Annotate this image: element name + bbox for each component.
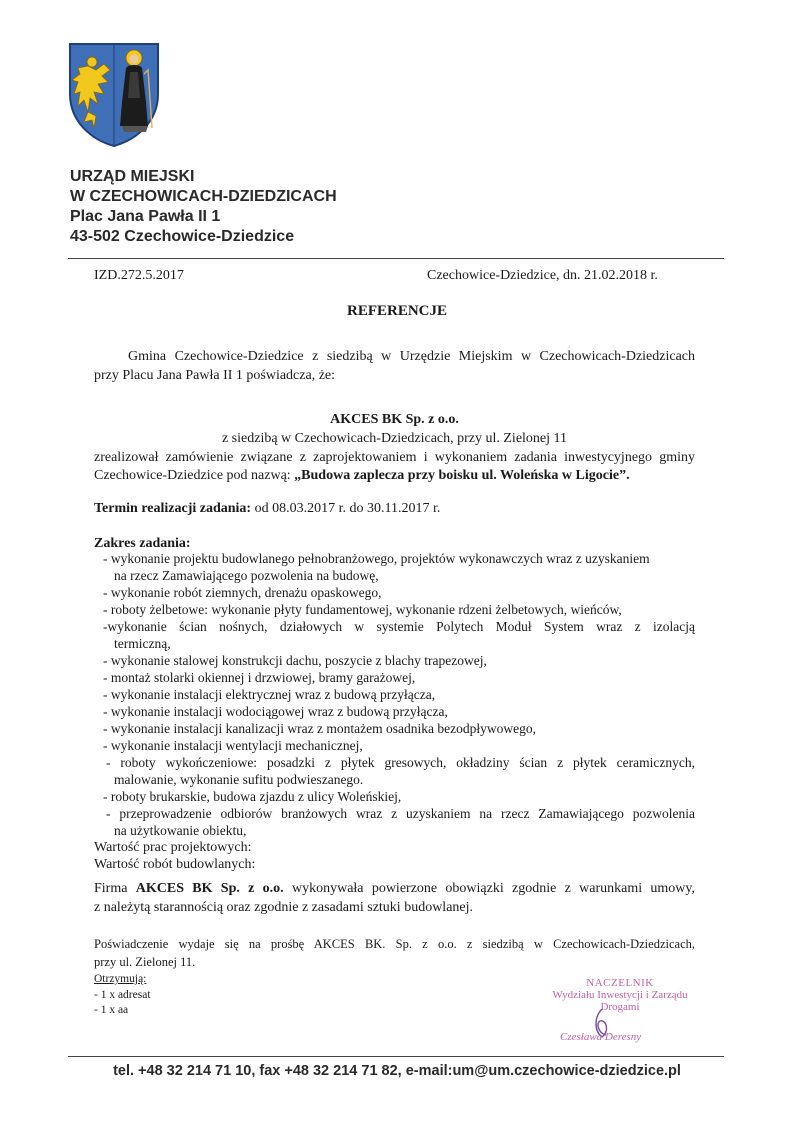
scope-item: - roboty żelbetowe: wykonanie płyty fundamentowej, wykonanie rdzeni żelbetowych, wieńców, (103, 602, 622, 617)
issuance-line1: Poświadczenie wydaje się na prośbę AKCES BK. Sp. z o.o. z siedzibą w Czechowicach-Dziedzicach, (94, 937, 695, 951)
recipient-item: - 1 x aa (94, 1004, 129, 1016)
scope-item: - wykonanie stalowej konstrukcji dachu, poszycie z blachy trapezowej, (103, 653, 487, 668)
scope-item: na rzecz Zamawiającego pozwolenia na budowę, (114, 568, 379, 583)
intro-line2: przy Placu Jana Pawła II 1 poświadcza, że: (94, 368, 336, 383)
coat-of-arms (68, 42, 160, 148)
task-name: „Budowa zaplecza przy boisku ul. Woleńska w Ligocie”. (294, 468, 630, 483)
sender-street: Plac Jana Pawła II 1 (70, 208, 221, 225)
scope-item: - wykonanie instalacji elektrycznej wraz z budową przyłącza, (103, 687, 436, 702)
term-label: Termin realizacji zadania: (94, 501, 252, 516)
header-divider (68, 258, 724, 259)
company-address: z siedzibą w Czechowicach-Dziedzicach, przy ul. Zielonej 11 (221, 431, 568, 446)
scope-item: - wykonanie projektu budowlanego pełnobranżowego, projektów wykonawczych wraz z uzyskaniem (103, 551, 650, 566)
conclusion-prefix: Firma (94, 881, 136, 896)
conclusion-line1 (94, 880, 695, 897)
stamp-line2: Wydziału Inwestycji i Zarządu (552, 989, 688, 1001)
scope-item: - roboty wykończeniowe: posadzki z płytek gresowych, okładziny ścian z płytek ceramicznych, (106, 755, 695, 770)
scope-item: malowanie, wykonanie sufitu podwieszanego. (114, 772, 364, 787)
stamp-line1: NACZELNIK (586, 977, 654, 989)
recipient-item: - 1 x adresat (94, 989, 151, 1001)
stamp-line3: Drogami (600, 1001, 640, 1013)
scope-heading: Zakres zadania: (94, 536, 191, 551)
construction-value-label: Wartość robót budowlanych: (94, 857, 256, 872)
scope-item: - wykonanie robót ziemnych, drenażu opaskowego, (103, 585, 382, 600)
realization-line2 (94, 467, 630, 484)
design-value-label: Wartość prac projektowych: (94, 840, 252, 855)
realization-prefix: Czechowice-Dziedzice pod nazwą: (94, 468, 295, 483)
conclusion-company: AKCES BK Sp. z o.o. (135, 881, 284, 896)
scope-item: - montaż stolarki okiennej i drzwiowej, bramy garażowej, (103, 670, 416, 685)
scope-item: - przeprowadzenie odbiorów branżowych wraz z uzyskaniem na rzecz Zamawiającego pozwolenia (106, 806, 695, 821)
reference-number: IZD.272.5.2017 (94, 268, 184, 283)
document-title: REFERENCJE (346, 303, 447, 319)
sender-address (70, 167, 337, 247)
footer-contact: tel. +48 32 214 71 10, fax +48 32 214 71 82, e-mail:um@um.czechowice-dziedzice.pl (113, 1063, 681, 1079)
scope-item: - wykonanie instalacji wentylacji mechanicznej, (103, 738, 363, 753)
term-value: od 08.03.2017 r. do 30.11.2017 r. (251, 501, 441, 516)
scope-item: na użytkowanie obiektu, (114, 823, 247, 838)
conclusion-rest: wykonywała powierzone obowiązki zgodnie z warunkami umowy, (283, 881, 696, 896)
sender-city: 43-502 Czechowice-Dziedzice (70, 228, 295, 245)
footer-divider (68, 1056, 724, 1057)
place-date: Czechowice-Dziedzice, dn. 21.02.2018 r. (427, 268, 658, 283)
stamp-name: Czesława Deresny (560, 1031, 642, 1043)
company-name: AKCES BK Sp. z o.o. (330, 412, 459, 427)
term (94, 500, 440, 517)
recipients-heading: Otrzymują: (94, 973, 147, 985)
conclusion-line2: z należytą starannością oraz zgodnie z zasadami sztuki budowlanej. (94, 900, 474, 915)
intro-line1: Gmina Czechowice-Dziedzice z siedzibą w Urzędzie Miejskim w Czechowicach-Dziedzicach (128, 349, 695, 364)
scope-item: - wykonanie instalacji wodociągowej wraz z budową przyłącza, (103, 704, 448, 719)
issuance-line2: przy ul. Zielonej 11. (94, 955, 196, 969)
scope-item: - roboty brukarskie, budowa zjazdu z ulicy Woleńskiej, (103, 789, 402, 804)
realization-line1: zrealizował zamówienie związane z zaprojektowaniem i wykonaniem zadania inwestycyjnego gminy (94, 450, 695, 465)
scope-item: - wykonanie instalacji kanalizacji wraz z montażem osadnika bezodpływowego, (103, 721, 536, 736)
coat-of-arms-icon (68, 42, 160, 148)
sender-name-line2: W CZECHOWICACH-DZIEDZICACH (70, 188, 337, 205)
sender-name-line1: URZĄD MIEJSKI (70, 168, 195, 185)
scope-item: -wykonanie ścian nośnych, działowych w systemie Polytech Moduł System wraz z izolacją (103, 619, 695, 634)
scope-item: termiczną, (114, 636, 171, 651)
